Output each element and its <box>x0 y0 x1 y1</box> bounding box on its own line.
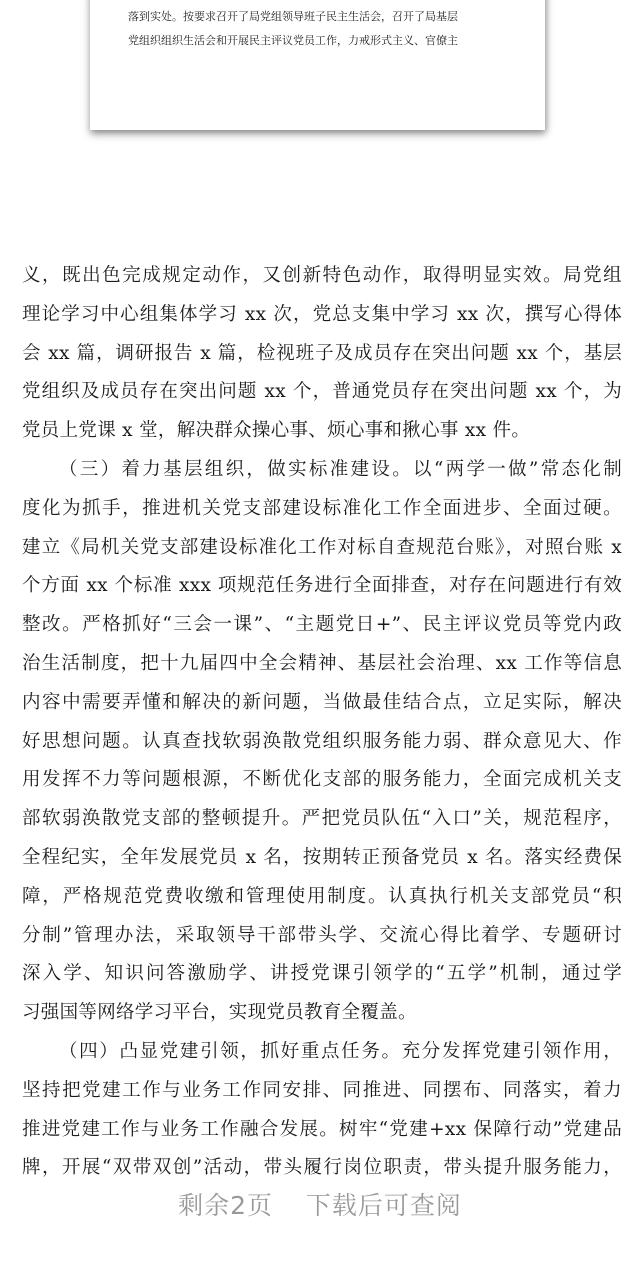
text-line: 用发挥不力等问题根源，不断优化支部的服务能力，全面完成机关支 <box>22 769 622 791</box>
text-line: 党员上党课 x 堂，解决群众操心事、烦心事和揪心事 xx 件。 <box>22 420 531 442</box>
previous-page-preview <box>90 0 545 130</box>
text-line: 习强国等网络学习平台，实现党员教育全覆盖。 <box>22 1002 417 1024</box>
text-line: 部软弱涣散党支部的整顿提升。严把党员队伍“入口”关，规范程序， <box>22 808 622 830</box>
paragraph-heading-line: （三）着力基层组织，做实标准建设。以“两学一做”常态化制 <box>59 458 622 480</box>
remaining-pages-label[interactable]: 剩余2页 <box>178 1191 273 1220</box>
text-line: 义，既出色完成规定动作，又创新特色动作，取得明显实效。局党组 <box>22 265 622 286</box>
text-line: 内容中需要弄懂和解决的新问题，当做最佳结合点，立足实际，解决 <box>22 691 622 713</box>
text-line: 度化为抓手，推进机关党支部建设标准化工作全面进步、全面过硬。 <box>22 497 622 519</box>
text-line: 分制”管理办法，采取领导干部带头学、交流心得比着学、专题研讨 <box>22 924 622 946</box>
paragraph-heading-line: （四）凸显党建引领，抓好重点任务。充分发挥党建引领作用， <box>59 1040 622 1062</box>
text-line: 党组织及成员存在突出问题 xx 个，普通党员存在突出问题 xx 个，为 <box>22 381 622 403</box>
text-line: 障，严格规范党费收缴和管理使用制度。认真执行机关支部党员“积 <box>22 885 622 907</box>
text-line: 治生活制度，把十九届四中全会精神、基层社会治理、xx 工作等信息 <box>22 652 622 674</box>
text-line: 建立《局机关党支部建设标准化工作对标自查规范台账》，对照台账 x <box>22 536 622 558</box>
text-line: 深入学、知识问答激励学、讲授党课引领学的“五学”机制，通过学 <box>22 963 622 985</box>
text-line: 个方面 xx 个标准 xxx 项规范任务进行全面排查，对存在问题进行有效 <box>22 575 622 597</box>
text-line: 理论学习中心组集体学习 xx 次，党总支集中学习 xx 次，撰写心得体 <box>22 303 622 325</box>
download-prompt[interactable] <box>0 1186 640 1222</box>
document-body <box>22 257 622 1188</box>
text-line: 牌，开展“双带双创”活动，带头履行岗位职责，带头提升服务能力， <box>22 1157 622 1179</box>
preview-text-line: 党组织组织生活会和开展民主评议党员工作，力戒形式主义、官僚主 <box>128 34 458 47</box>
text-line: 会 xx 篇，调研报告 x 篇，检视班子及成员存在突出问题 xx 个，基层 <box>22 342 622 364</box>
text-line: 全程纪实，全年发展党员 x 名，按期转正预备党员 x 名。落实经费保 <box>22 846 622 868</box>
text-line: 整改。严格抓好“三会一课”、“主题党日+”、民主评议党员等党内政 <box>22 614 622 636</box>
text-line: 坚持把党建工作与业务工作同安排、同推进、同摆布、同落实，着力 <box>22 1079 622 1101</box>
text-line: 好思想问题。认真查找软弱涣散党组织服务能力弱、群众意见大、作 <box>22 730 622 752</box>
preview-text-line: 落到实处。按要求召开了局党组领导班子民主生活会，召开了局基层 <box>128 10 458 23</box>
text-line: 推进党建工作与业务工作融合发展。树牢“党建+xx 保障行动”党建品 <box>22 1118 622 1140</box>
download-hint-label[interactable]: 下载后可查阅 <box>305 1191 462 1220</box>
